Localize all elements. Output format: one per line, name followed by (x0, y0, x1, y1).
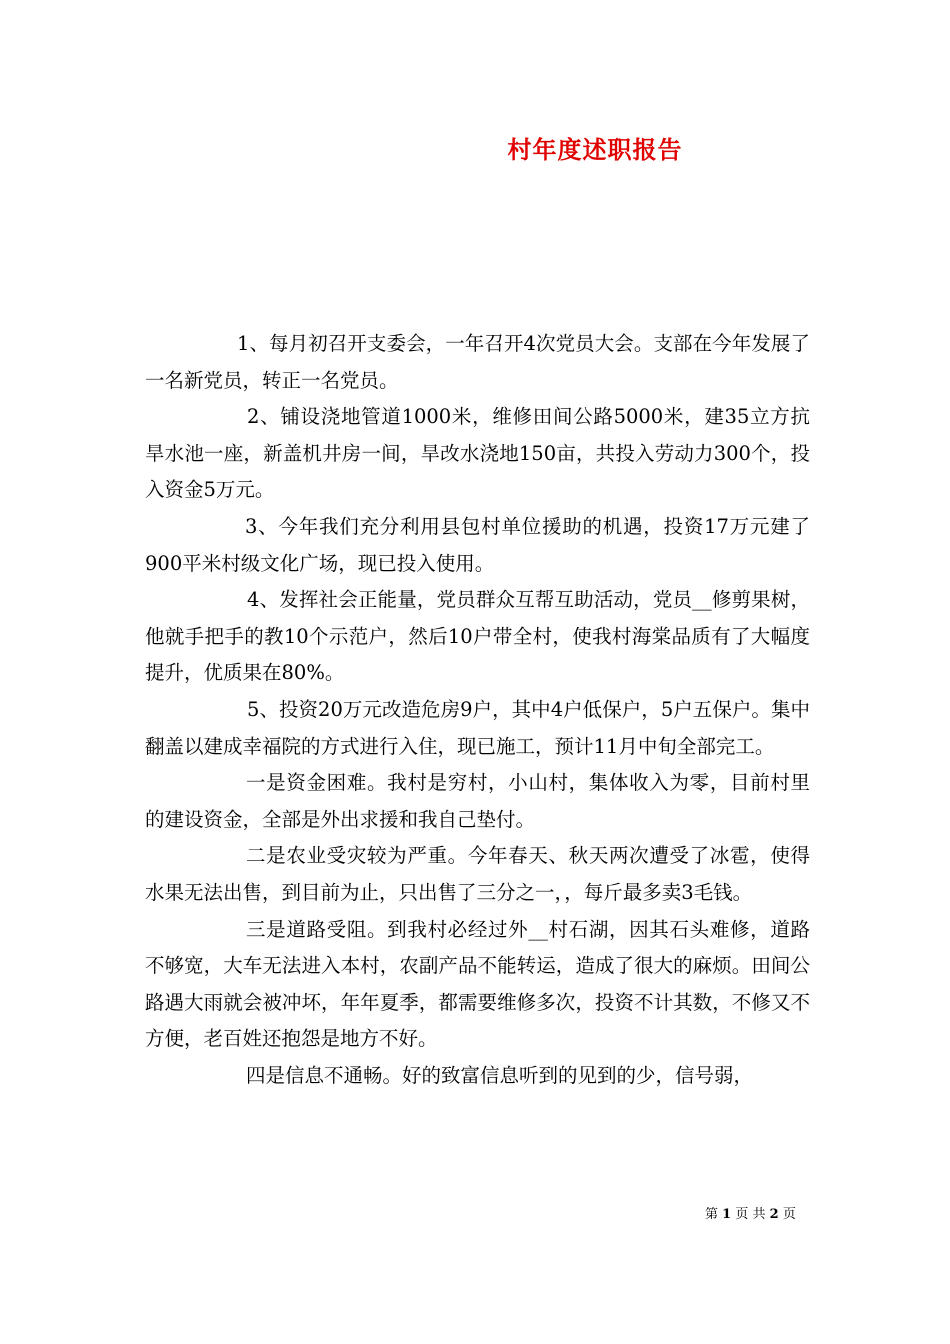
paragraph-item-5: 5、投资20万元改造危房9户，其中4户低保户，5户五保户。集中翻盖以建成幸福院的方式进行入住，现已施工，预计11月中旬全部完工。 (145, 697, 810, 758)
document-title: 村年度述职报告 (507, 135, 683, 164)
total-page-number: 2 (769, 1207, 779, 1222)
footer-middle: 页 共 (735, 1207, 766, 1222)
paragraph-problem-disaster: 二是农业受灾较为严重。今年春天、秋天两次遭受了冰雹，使得水果无法出售，到目前为止，只出售了三分之一，，每斤最多卖3毛钱。 (145, 844, 810, 904)
paragraph-item-1: 1、每月初召开支委会，一年召开4次党员大会。支部在今年发展了一名新党员，转正一名党员。 (145, 332, 810, 392)
footer-prefix: 第 (705, 1207, 719, 1222)
paragraph-item-2: 2、铺设浇地管道1000米，维修田间公路5000米，建35立方抗旱水池一座，新盖机井房一间，旱改水浇地150亩，共投入劳动力300个，投入资金5万元。 (145, 405, 810, 502)
footer-suffix: 页 (782, 1207, 796, 1222)
paragraph-item-3: 3、今年我们充分利用县包村单位援助的机遇，投资17万元建了900平米村级文化广场，现已投入使用。 (145, 514, 810, 575)
current-page-number: 1 (722, 1207, 732, 1222)
page-footer (705, 1206, 796, 1224)
paragraph-item-4: 4、发挥社会正能量，党员群众互帮互助活动，党员__修剪果树，他就手把手的教10个示范户，然后10户带全村，使我村海棠品质有了大幅度提升，优质果在80%。 (145, 588, 810, 685)
paragraph-problem-roads: 三是道路受阻。到我村必经过外__村石湖，因其石头难修，道路不够宽，大车无法进入本村，农副产品不能转运，造成了很大的麻烦。田间公路遇大雨就会被冲坏，年年夏季，都需要维修多次，投资不计其数，不修又不方便，老百姓还抱怨是地方不好。 (145, 917, 810, 1051)
paragraph-problem-funding: 一是资金困难。我村是穷村，小山村，集体收入为零，目前村里的建设资金，全部是外出求援和我自己垫付。 (145, 771, 810, 831)
document-body (145, 326, 810, 1094)
paragraph-problem-information: 四是信息不通畅。好的致富信息听到的见到的少，信号弱， (246, 1063, 754, 1087)
